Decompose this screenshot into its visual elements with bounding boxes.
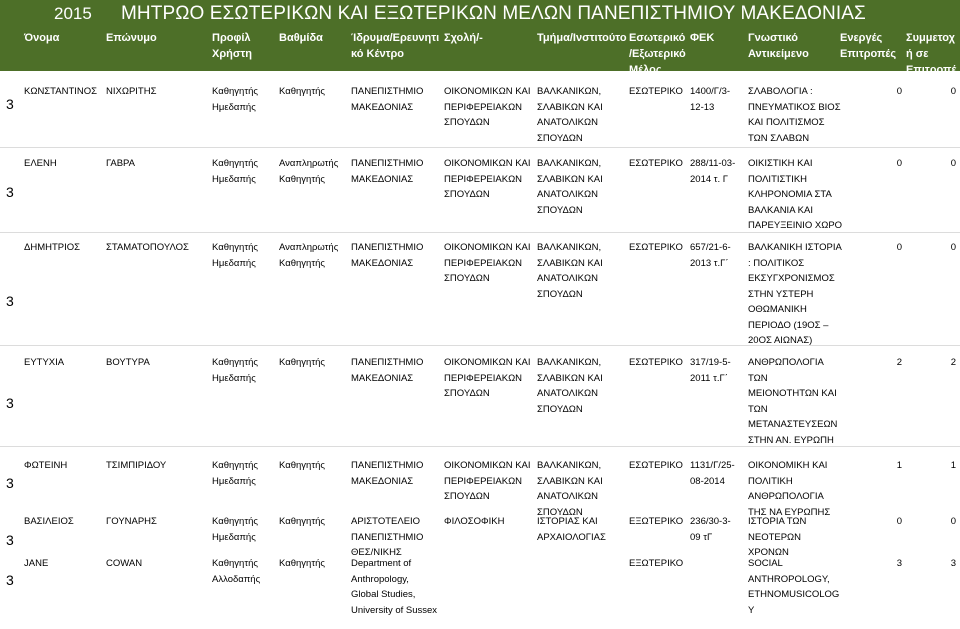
cell-subject: ΟΙΚΙΣΤΙΚΗ ΚΑΙ ΠΟΛΙΤΙΣΤΙΚΗ ΚΛΗΡΟΝΟΜΙΑ ΣΤΑ ΒΑΛΚΑΝΙΑ ΚΑΙ ΠΑΡΕΥΞΕΙΝΙΟ ΧΩΡΟ bbox=[748, 158, 843, 231]
header-committee-participation: Συμμετοχ ή σε Επιτροπέ ς bbox=[906, 32, 957, 92]
cell-active-committees: 0 bbox=[896, 158, 902, 169]
header-first-name: Όνομα bbox=[24, 32, 60, 44]
cell-member-type: ΕΞΩΤΕΡΙΚΟ bbox=[629, 558, 684, 569]
cell-department: ΒΑΛΚΑΝΙΚΩΝ, ΣΛΑΒΙΚΩΝ ΚΑΙ ΑΝΑΤΟΛΙΚΩΝ ΣΠΟΥΔΩΝ bbox=[537, 158, 603, 216]
cell-rank: Καθηγητής bbox=[279, 357, 325, 368]
cell-user-profile: Καθηγητής Ημεδαπής bbox=[212, 357, 258, 384]
cell-committee-participation: 0 bbox=[950, 516, 956, 527]
header-department: Τμήμα/Ινστιτούτο bbox=[537, 32, 627, 44]
cell-department: ΒΑΛΚΑΝΙΚΩΝ, ΣΛΑΒΙΚΩΝ ΚΑΙ ΑΝΑΤΟΛΙΚΩΝ ΣΠΟΥΔΩΝ bbox=[537, 357, 603, 415]
row-number: 3 bbox=[6, 293, 14, 309]
cell-first-name: ΚΩΝΣΤΑΝΤΙΝΟΣ bbox=[24, 86, 98, 97]
cell-institution: ΠΑΝΕΠΙΣΤΗΜΙΟ ΜΑΚΕΔΟΝΙΑΣ bbox=[351, 86, 424, 113]
cell-committee-participation: 2 bbox=[950, 357, 956, 368]
cell-subject: ΑΝΘΡΩΠΟΛΟΓΙΑ ΤΩΝ ΜΕΙΟΝΟΤΗΤΩΝ ΚΑΙ ΤΩΝ ΜΕΤΑΝΑΣΤΕΥΣΕΩΝ ΣΤΗΝ ΑΝ. ΕΥΡΩΠΗ bbox=[748, 357, 838, 446]
cell-department: ΒΑΛΚΑΝΙΚΩΝ, ΣΛΑΒΙΚΩΝ ΚΑΙ ΑΝΑΤΟΛΙΚΩΝ ΣΠΟΥΔΩΝ bbox=[537, 460, 603, 518]
header-institution: Ίδρυμα/Ερευνητι κό Κέντρο bbox=[351, 32, 440, 60]
cell-department: ΙΣΤΟΡΙΑΣ ΚΑΙ ΑΡΧΑΙΟΛΟΓΙΑΣ bbox=[537, 516, 606, 543]
header-gazette: ΦΕΚ bbox=[690, 32, 715, 44]
cell-institution: ΑΡΙΣΤΟΤΕΛΕΙΟ ΠΑΝΕΠΙΣΤΗΜΙΟ ΘΕΣ/ΝΙΚΗΣ bbox=[351, 516, 424, 558]
cell-last-name: ΒΟΥΤΥΡΑ bbox=[106, 357, 150, 368]
cell-school: ΟΙΚΟΝΟΜΙΚΩΝ ΚΑΙ ΠΕΡΙΦΕΡΕΙΑΚΩΝ ΣΠΟΥΔΩΝ bbox=[444, 86, 531, 128]
cell-member-type: ΕΣΩΤΕΡΙΚΟ bbox=[629, 357, 683, 368]
cell-subject: ΣΛΑΒΟΛΟΓΙΑ : ΠΝΕΥΜΑΤΙΚΟΣ ΒΙΟΣ ΚΑΙ ΠΟΛΙΤΙΣΜΟΣ ΤΩΝ ΣΛΑΒΩΝ bbox=[748, 86, 841, 144]
cell-school: ΟΙΚΟΝΟΜΙΚΩΝ ΚΑΙ ΠΕΡΙΦΕΡΕΙΑΚΩΝ ΣΠΟΥΔΩΝ bbox=[444, 357, 531, 399]
cell-rank: Αναπληρωτής Καθηγητής bbox=[279, 242, 339, 269]
cell-user-profile: Καθηγητής Αλλοδαπής bbox=[212, 558, 261, 585]
cell-committee-participation: 3 bbox=[950, 558, 956, 569]
cell-user-profile: Καθηγητής Ημεδαπής bbox=[212, 158, 258, 185]
cell-last-name: ΓΑΒΡΑ bbox=[106, 158, 136, 169]
cell-member-type: ΕΣΩΤΕΡΙΚΟ bbox=[629, 86, 683, 97]
cell-first-name: ΒΑΣΙΛΕΙΟΣ bbox=[24, 516, 74, 527]
header-subject: Γνωστικό Αντικείμενο bbox=[748, 32, 809, 60]
cell-user-profile: Καθηγητής Ημεδαπής bbox=[212, 86, 258, 113]
row-number: 3 bbox=[6, 395, 14, 411]
cell-subject: ΟΙΚΟΝΟΜΙΚΗ ΚΑΙ ΠΟΛΙΤΙΚΗ ΑΝΘΡΩΠΟΛΟΓΙΑ ΤΗΣ ΝΑ ΕΥΡΩΠΗΣ bbox=[748, 460, 831, 518]
cell-active-committees: 0 bbox=[896, 516, 902, 527]
cell-gazette: 317/19-5- 2011 τ.Γ΄ bbox=[690, 357, 731, 384]
cell-active-committees: 1 bbox=[896, 460, 902, 471]
row-number: 3 bbox=[6, 572, 14, 588]
cell-institution: ΠΑΝΕΠΙΣΤΗΜΙΟ ΜΑΚΕΔΟΝΙΑΣ bbox=[351, 242, 424, 269]
header-active-committees: Ενεργές Επιτροπές bbox=[840, 32, 897, 60]
cell-last-name: ΝΙΧΩΡΙΤΗΣ bbox=[106, 86, 157, 97]
cell-school: ΦΙΛΟΣΟΦΙΚΗ bbox=[444, 516, 505, 527]
cell-last-name: ΤΣΙΜΠΙΡΙΔΟΥ bbox=[106, 460, 167, 471]
header-rank: Βαθμίδα bbox=[279, 32, 323, 44]
cell-gazette: 236/30-3- 09 τΓ bbox=[690, 516, 731, 543]
header-school: Σχολή/- bbox=[444, 32, 483, 44]
cell-committee-participation: 0 bbox=[950, 242, 956, 253]
cell-school: ΟΙΚΟΝΟΜΙΚΩΝ ΚΑΙ ΠΕΡΙΦΕΡΕΙΑΚΩΝ ΣΠΟΥΔΩΝ bbox=[444, 460, 531, 502]
cell-department: ΒΑΛΚΑΝΙΚΩΝ, ΣΛΑΒΙΚΩΝ ΚΑΙ ΑΝΑΤΟΛΙΚΩΝ ΣΠΟΥΔΩΝ bbox=[537, 86, 603, 144]
cell-user-profile: Καθηγητής Ημεδαπής bbox=[212, 516, 258, 543]
cell-gazette: 1400/Γ/3- 12-13 bbox=[690, 86, 731, 113]
cell-active-committees: 3 bbox=[896, 558, 902, 569]
cell-first-name: ΕΥΤΥΧΙΑ bbox=[24, 357, 65, 368]
cell-committee-participation: 0 bbox=[950, 158, 956, 169]
cell-first-name: ΔΗΜΗΤΡΙΟΣ bbox=[24, 242, 81, 253]
header-user-profile: Προφίλ Χρήστη bbox=[212, 32, 253, 60]
cell-member-type: ΕΣΩΤΕΡΙΚΟ bbox=[629, 158, 683, 169]
cell-last-name: ΣΤΑΜΑΤΟΠΟΥΛΟΣ bbox=[106, 242, 189, 253]
cell-rank: Καθηγητής bbox=[279, 558, 325, 569]
cell-rank: Καθηγητής bbox=[279, 516, 325, 527]
cell-subject: ΒΑΛΚΑΝΙΚΗ ΙΣΤΟΡΙΑ : ΠΟΛΙΤΙΚΟΣ ΕΚΣΥΓΧΡΟΝΙΣΜΟΣ ΣΤΗΝ ΥΣΤΕΡΗ ΟΘΩΜΑΝΙΚΗ ΠΕΡΙΟΔΟ (19ΟΣ – 20ΟΣ ΑΙΩΝΑΣ) bbox=[748, 242, 842, 346]
cell-gazette: 657/21-6- 2013 τ.Γ΄ bbox=[690, 242, 731, 269]
page-title: ΜΗΤΡΩΟ ΕΣΩΤΕΡΙΚΩΝ ΚΑΙ ΕΞΩΤΕΡΙΚΩΝ ΜΕΛΩΝ ΠΑΝΕΠΙΣΤΗΜΙΟΥ ΜΑΚΕΔΟΝΙΑΣ bbox=[121, 3, 866, 24]
cell-department: ΒΑΛΚΑΝΙΚΩΝ, ΣΛΑΒΙΚΩΝ ΚΑΙ ΑΝΑΤΟΛΙΚΩΝ ΣΠΟΥΔΩΝ bbox=[537, 242, 603, 300]
cell-member-type: ΕΣΩΤΕΡΙΚΟ bbox=[629, 460, 683, 471]
cell-gazette: 288/11-03- 2014 τ. Γ bbox=[690, 158, 736, 185]
cell-member-type: ΕΣΩΤΕΡΙΚΟ bbox=[629, 242, 683, 253]
cell-active-committees: 0 bbox=[896, 242, 902, 253]
cell-last-name: ΓΟΥΝΑΡΗΣ bbox=[106, 516, 157, 527]
cell-user-profile: Καθηγητής Ημεδαπής bbox=[212, 242, 258, 269]
cell-committee-participation: 0 bbox=[950, 86, 956, 97]
cell-gazette: 1131/Γ/25- 08-2014 bbox=[690, 460, 735, 487]
cell-committee-participation: 1 bbox=[950, 460, 956, 471]
cell-member-type: ΕΞΩΤΕΡΙΚΟ bbox=[629, 516, 684, 527]
cell-institution: ΠΑΝΕΠΙΣΤΗΜΙΟ ΜΑΚΕΔΟΝΙΑΣ bbox=[351, 357, 424, 384]
cell-school: ΟΙΚΟΝΟΜΙΚΩΝ ΚΑΙ ΠΕΡΙΦΕΡΕΙΑΚΩΝ ΣΠΟΥΔΩΝ bbox=[444, 158, 531, 200]
row-number: 3 bbox=[6, 475, 14, 491]
year-label: 2015 bbox=[54, 4, 92, 23]
cell-last-name: COWAN bbox=[106, 558, 143, 569]
cell-institution: ΠΑΝΕΠΙΣΤΗΜΙΟ ΜΑΚΕΔΟΝΙΑΣ bbox=[351, 460, 424, 487]
header-member-type: Εσωτερικό /Εξωτερικό Μέλος bbox=[629, 32, 686, 76]
cell-school: ΟΙΚΟΝΟΜΙΚΩΝ ΚΑΙ ΠΕΡΙΦΕΡΕΙΑΚΩΝ ΣΠΟΥΔΩΝ bbox=[444, 242, 531, 284]
cell-subject: ΙΣΤΟΡΙΑ ΤΩΝ ΝΕΟΤΕΡΩΝ ΧΡΟΝΩΝ bbox=[748, 516, 807, 558]
cell-subject: SOCIAL ANTHROPOLOGY, ETHNOMUSICOLOG Y bbox=[748, 558, 840, 616]
cell-institution: ΠΑΝΕΠΙΣΤΗΜΙΟ ΜΑΚΕΔΟΝΙΑΣ bbox=[351, 158, 424, 185]
cell-active-committees: 2 bbox=[896, 357, 902, 368]
cell-user-profile: Καθηγητής Ημεδαπής bbox=[212, 460, 258, 487]
row-number: 3 bbox=[6, 184, 14, 200]
cell-active-committees: 0 bbox=[896, 86, 902, 97]
row-separator bbox=[0, 147, 960, 148]
cell-first-name: ΕΛΕΝΗ bbox=[24, 158, 57, 169]
row-number: 3 bbox=[6, 532, 14, 548]
cell-rank: Καθηγητής bbox=[279, 86, 325, 97]
cell-institution: Department of Anthropology, Global Studies, University of Sussex bbox=[351, 558, 438, 616]
row-number: 3 bbox=[6, 96, 14, 112]
cell-rank: Αναπληρωτής Καθηγητής bbox=[279, 158, 339, 185]
cell-first-name: ΦΩΤΕΙΝΗ bbox=[24, 460, 68, 471]
header-last-name: Επώνυμο bbox=[106, 32, 157, 44]
cell-rank: Καθηγητής bbox=[279, 460, 325, 471]
cell-first-name: JANE bbox=[24, 558, 49, 569]
